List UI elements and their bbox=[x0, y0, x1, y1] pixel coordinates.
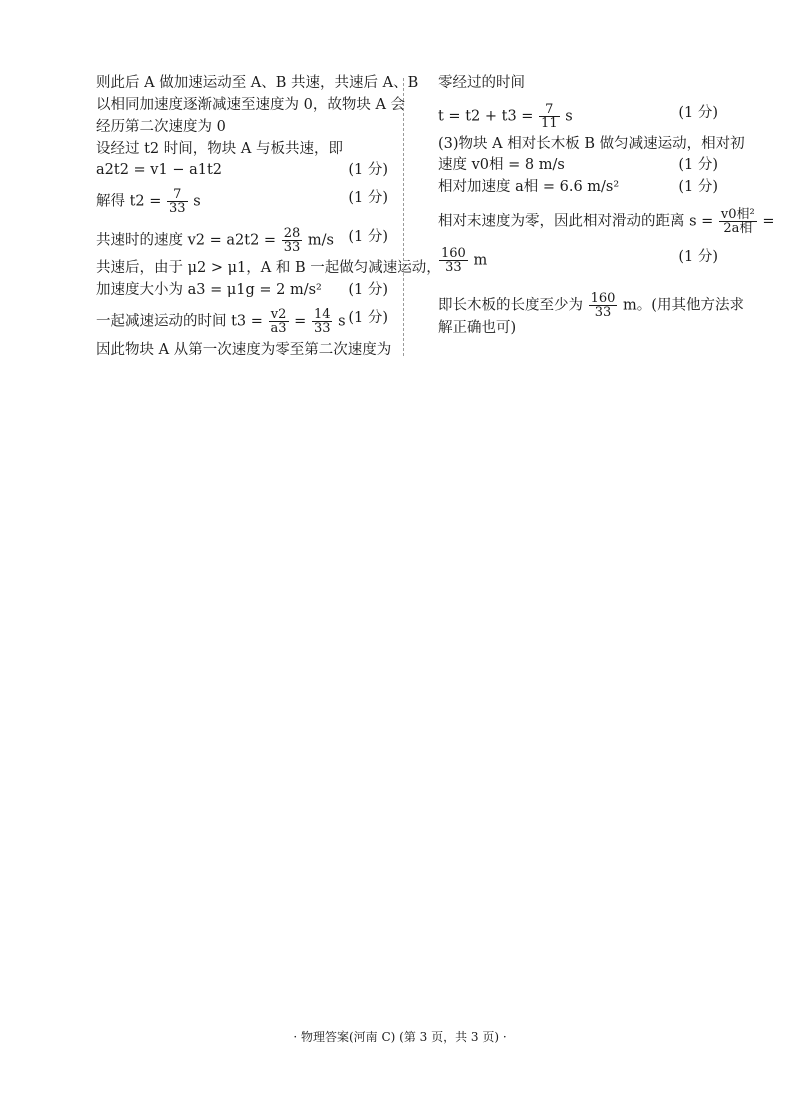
equation-label: 相对末速度为零，因此相对滑动的距离 s = bbox=[438, 213, 714, 230]
score-label: (1 分) bbox=[678, 157, 718, 173]
equation-line bbox=[96, 280, 388, 300]
equation-label: 一起减速运动的时间 t3 = bbox=[96, 313, 263, 330]
equation-line bbox=[438, 103, 718, 130]
unit: m/s bbox=[307, 232, 334, 249]
fraction bbox=[312, 308, 333, 335]
equation-label: 共速时的速度 v2 = a2t2 = bbox=[96, 232, 277, 249]
equation-line bbox=[438, 247, 718, 274]
numerator: 14 bbox=[313, 307, 331, 322]
equation: a2t2 = v1 − a1t2 bbox=[96, 162, 222, 178]
text-segment: 即长木板的长度至少为 bbox=[438, 297, 583, 314]
numerator: v2 bbox=[269, 308, 289, 322]
column-divider bbox=[403, 78, 404, 356]
equation-line bbox=[438, 155, 718, 175]
equation-label: 解得 t2 = bbox=[96, 193, 162, 210]
numerator: 160 bbox=[441, 246, 466, 261]
fraction bbox=[589, 292, 618, 319]
equals-sign: = bbox=[762, 213, 775, 230]
score-label: (1 分) bbox=[678, 249, 718, 265]
unit: s bbox=[338, 313, 346, 330]
numerator: 28 bbox=[283, 226, 301, 241]
equation-line bbox=[96, 188, 388, 215]
denominator: 33 bbox=[445, 260, 462, 275]
text-line: 解正确也可) bbox=[438, 320, 517, 336]
fraction bbox=[539, 103, 560, 130]
denominator: 33 bbox=[594, 305, 612, 320]
score-label: (1 分) bbox=[348, 229, 388, 245]
denominator: 2a相 bbox=[723, 221, 753, 236]
text-line: (3)物块 A 相对长木板 B 做匀减速运动，相对初 bbox=[438, 136, 745, 152]
denominator: 33 bbox=[169, 201, 186, 216]
equation-line bbox=[96, 227, 388, 254]
fraction bbox=[167, 188, 188, 215]
denominator: a3 bbox=[270, 321, 287, 336]
text-line: 因此物块 A 从第一次速度为零至第二次速度为 bbox=[96, 342, 392, 358]
score-label: (1 分) bbox=[678, 105, 718, 121]
score-label: (1 分) bbox=[348, 190, 388, 206]
text-line: 零经过的时间 bbox=[438, 75, 525, 91]
numerator: 7 bbox=[539, 103, 560, 117]
text-line: 则此后 A 做加速运动至 A、B 共速，共速后 A、B bbox=[96, 75, 419, 91]
fraction bbox=[719, 208, 757, 235]
denominator: 33 bbox=[313, 321, 331, 336]
equation: 相对加速度 a相 = 6.6 m/s² bbox=[438, 179, 620, 195]
text-segment: m。(用其他方法求 bbox=[623, 297, 744, 314]
score-label: (1 分) bbox=[678, 179, 718, 195]
equation-line bbox=[438, 207, 775, 236]
equation: 加速度大小为 a3 = μ1g = 2 m/s² bbox=[96, 282, 322, 298]
equation-label: t = t2 + t3 = bbox=[438, 108, 534, 125]
denominator: 33 bbox=[283, 240, 301, 255]
fraction bbox=[269, 308, 289, 335]
page-footer: · 物理答案(河南 C) (第 3 页，共 3 页) · bbox=[293, 1030, 507, 1044]
fraction bbox=[282, 227, 303, 254]
equation: 速度 v0相 = 8 m/s bbox=[438, 157, 565, 173]
text-line: 共速后，由于 μ2 > μ1，A 和 B 一起做匀减速运动， bbox=[96, 260, 441, 276]
unit: s bbox=[565, 108, 573, 125]
equation-line bbox=[438, 177, 718, 197]
equation-line bbox=[96, 308, 388, 335]
numerator: 160 bbox=[590, 291, 616, 306]
unit: s bbox=[193, 193, 201, 210]
unit: m bbox=[473, 252, 488, 269]
equation-line bbox=[438, 291, 744, 320]
text-line: 设经过 t2 时间，物块 A 与板共速，即 bbox=[96, 141, 343, 157]
equals-sign: = bbox=[294, 313, 307, 330]
denominator: 11 bbox=[541, 116, 558, 131]
score-label: (1 分) bbox=[348, 310, 388, 326]
text-line: 以相同加速度逐渐减速至速度为 0，故物块 A 会 bbox=[96, 97, 406, 113]
fraction bbox=[439, 247, 468, 274]
equation-line bbox=[96, 160, 388, 180]
score-label: (1 分) bbox=[348, 282, 388, 298]
numerator: v0相² bbox=[720, 207, 755, 222]
score-label: (1 分) bbox=[348, 162, 388, 178]
numerator: 7 bbox=[167, 188, 188, 202]
text-line: 经历第二次速度为 0 bbox=[96, 119, 226, 135]
